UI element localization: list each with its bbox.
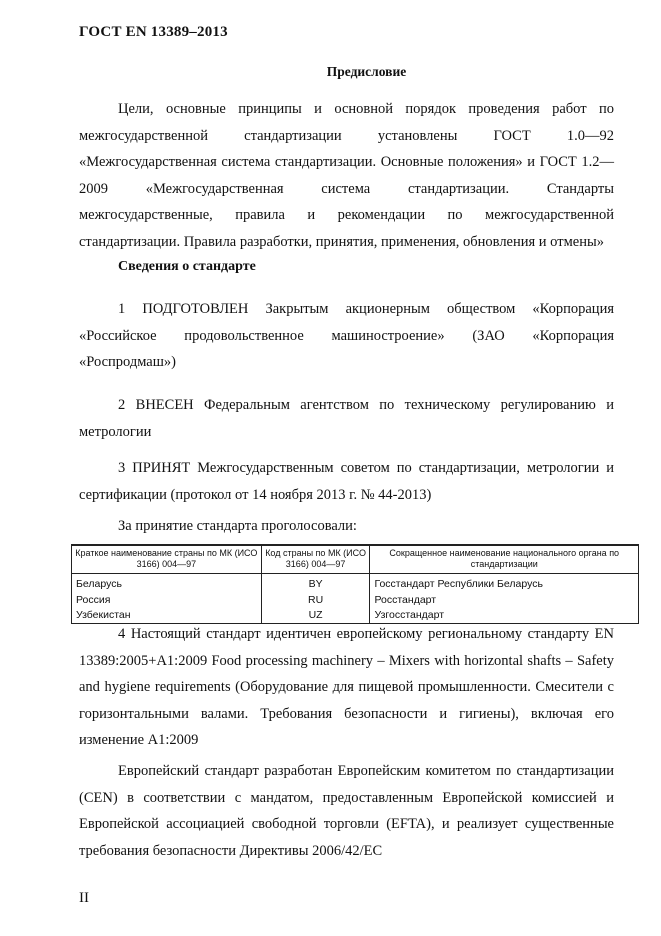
table-cell-code: RU: [261, 592, 370, 608]
voted-label: За принятие стандарта проголосовали:: [118, 518, 357, 534]
paragraph-prepared: 1 ПОДГОТОВЛЕН Закрытым акционерным обществом «Корпорация «Российское продовольственное машиностроение» (ЗАО «Корпорация «Роспродмаш»): [79, 301, 614, 370]
table-cell-code: UZ: [261, 607, 370, 623]
table-cell-country: Россия: [72, 592, 262, 608]
document-header: ГОСТ EN 13389–2013: [79, 24, 228, 40]
paragraph-goals: Цели, основные принципы и основной порядок проведения работ по межгосударственной стандартизации установлены ГОСТ 1.0—92 «Межгосударственная система стандартизации. Основные положения» и ГОСТ 1.2—2009 «Межгосударственная система стандартизации. Стандарты межгосударственные, правила и рекомендации по межгосударственной стандартизации. Правила разработки, принятия, применения, обновления и отмены»: [79, 101, 614, 250]
table-cell-country: Узбекистан: [72, 607, 262, 623]
page-number: II: [79, 890, 89, 906]
page-title: Предисловие: [326, 64, 407, 79]
table-header-org: Сокращенное наименование национального органа по стандартизации: [370, 545, 639, 574]
section-heading: Сведения о стандарте: [118, 259, 256, 274]
table-cell-org: Росстандарт: [370, 592, 639, 608]
table-cell-org: Госстандарт Республики Беларусь: [370, 574, 639, 592]
table-cell-country: Беларусь: [72, 574, 262, 592]
paragraph-european: Европейский стандарт разработан Европейским комитетом по стандартизации (CEN) в соответствии с мандатом, предоставленным Европейской комиссией и Европейской ассоциацией свободной торговли (EFTA), и реализует существенные требования безопасности Директивы 2006/42/ЕС: [79, 763, 614, 859]
paragraph-identical: 4 Настоящий стандарт идентичен европейскому региональному стандарту EN 13389:2005+A1:2009 Food processing machinery – Mixers with horizontal shafts – Safety and hygiene requirements (Оборудование для пищевой промышленности. Смесители с горизонтальными валами. Требования безопасности и гигиены), включая его изменение А1:2009: [79, 626, 614, 748]
table-header-country: Краткое наименование страны по МК (ИСО 3166) 004—97: [72, 545, 262, 574]
table-row: [72, 574, 639, 592]
paragraph-adopted: 3 ПРИНЯТ Межгосударственным советом по стандартизации, метрологии и сертификации (протокол от 14 ноября 2013 г. № 44-2013): [79, 460, 614, 503]
table-cell-code: BY: [261, 574, 370, 592]
voting-table: [71, 544, 639, 624]
table-header-code: Код страны по МК (ИСО 3166) 004—97: [261, 545, 370, 574]
table-row: [72, 592, 639, 608]
paragraph-introduced: 2 ВНЕСЕН Федеральным агентством по техническому регулированию и метрологии: [79, 397, 614, 440]
table-cell-org: Узгосстандарт: [370, 607, 639, 623]
